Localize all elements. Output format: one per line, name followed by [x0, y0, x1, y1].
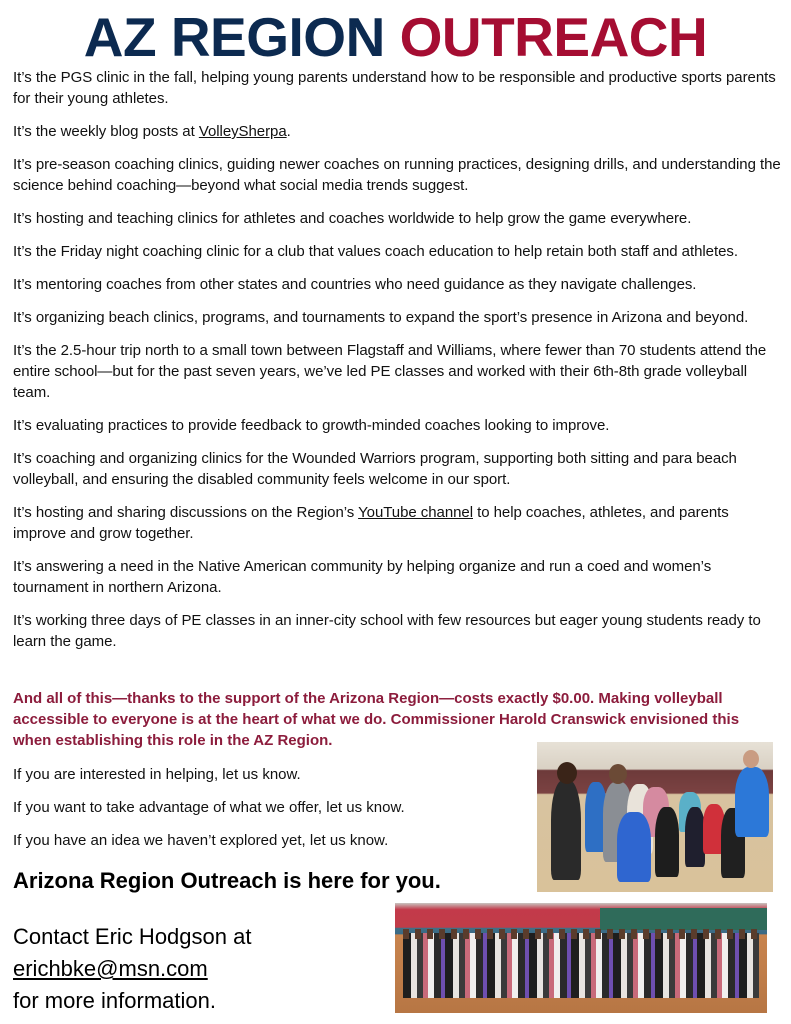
paragraph-blog-end: .: [286, 123, 291, 140]
paragraph-trip-north: It’s the 2.5-hour trip north to a small town between Flagstaff and Williams, where fewer than 70 students attend the entire school—but for the past seven years, we’ve led PE classes and worked with their 6th-8th grade volleyball team.: [13, 342, 767, 401]
cta-helping: If you are interested in helping, let us know.: [13, 766, 301, 783]
contact-block: [13, 921, 251, 1017]
paragraph-youtube: [13, 502, 781, 544]
paragraph-friday-clinic: It’s the Friday night coaching clinic for a club that values coach education to help retain both staff and athletes.: [13, 243, 738, 260]
photo-figure-head: [609, 764, 627, 784]
volleysherpa-link[interactable]: VolleySherpa: [198, 123, 287, 140]
youtube-channel-link[interactable]: YouTube channel: [358, 504, 473, 521]
tagline: Arizona Region Outreach is here for you.: [13, 868, 441, 893]
paragraph-youtube-text: It’s hosting and sharing discussions on the Region’s: [13, 504, 359, 521]
paragraph-mentoring: It’s mentoring coaches from other states and countries who need guidance as they navigate challenges.: [13, 276, 697, 293]
paragraph-pgs-clinic: It’s the PGS clinic in the fall, helping young parents understand how to be responsible and productive sports parents for their young athletes.: [13, 69, 776, 107]
email-link[interactable]: erichbke@msn.com: [13, 956, 208, 981]
photo-bleachers: [600, 908, 767, 930]
photo-figure-head: [557, 762, 577, 784]
activities-list: [13, 67, 781, 664]
paragraph-inner-city: It’s working three days of PE classes in an inner-city school with few resources but eager young students ready to learn the game.: [13, 612, 761, 650]
cta-idea: If you have an idea we haven’t explored yet, let us know.: [13, 832, 389, 849]
title-outreach: OUTREACH: [399, 6, 708, 68]
photo-figure: [617, 812, 651, 882]
photo-figure: [685, 807, 705, 867]
paragraph-native-american: It’s answering a need in the Native American community by helping organize and run a coed and women’s tournament in northern Arizona.: [13, 558, 712, 596]
contact-info-line: for more information.: [13, 988, 216, 1013]
photo-figure: [551, 780, 581, 880]
small-group-photo: [537, 742, 773, 892]
photo-figure-head: [743, 750, 759, 768]
paragraph-worldwide-clinics: It’s hosting and teaching clinics for athletes and coaches worldwide to help grow the game everywhere.: [13, 210, 692, 227]
page-title: [0, 6, 791, 68]
paragraph-preseason-clinics: It’s pre-season coaching clinics, guiding newer coaches on running practices, designing drills, and understanding the science behind coaching—beyond what social media trends suggest.: [13, 156, 781, 194]
photo-figure: [735, 767, 769, 837]
contact-line: Contact Eric Hodgson at: [13, 924, 252, 949]
paragraph-blog: [13, 121, 781, 142]
paragraph-wounded-warriors: It’s coaching and organizing clinics for the Wounded Warriors program, supporting both sitting and para beach volleyball, and ensuring the disabled community feels welcome in our sport.: [13, 450, 737, 488]
cta-advantage: If you want to take advantage of what we offer, let us know.: [13, 799, 405, 816]
photo-crowd: [403, 933, 759, 998]
paragraph-evaluating: It’s evaluating practices to provide feedback to growth-minded coaches looking to improve.: [13, 417, 610, 434]
paragraph-beach-clinics: It’s organizing beach clinics, programs, and tournaments to expand the sport’s presence in Arizona and beyond.: [13, 309, 749, 326]
cost-highlight: And all of this—thanks to the support of the Arizona Region—costs exactly $0.00. Making volleyball accessible to everyone is at the heart of what we do. Commissioner Harold Cranswick envisioned this when establishing this role in the AZ Region.: [13, 690, 740, 749]
photo-figure: [655, 807, 679, 877]
photo-crowd-heads: [403, 929, 759, 939]
paragraph-blog-text: It’s the weekly blog posts at: [13, 123, 199, 140]
large-group-photo: [395, 903, 767, 1013]
paragraph-youtube-end: to help coaches, athletes, and parents improve and grow together.: [13, 504, 729, 542]
title-az-region: AZ REGION: [83, 6, 385, 68]
